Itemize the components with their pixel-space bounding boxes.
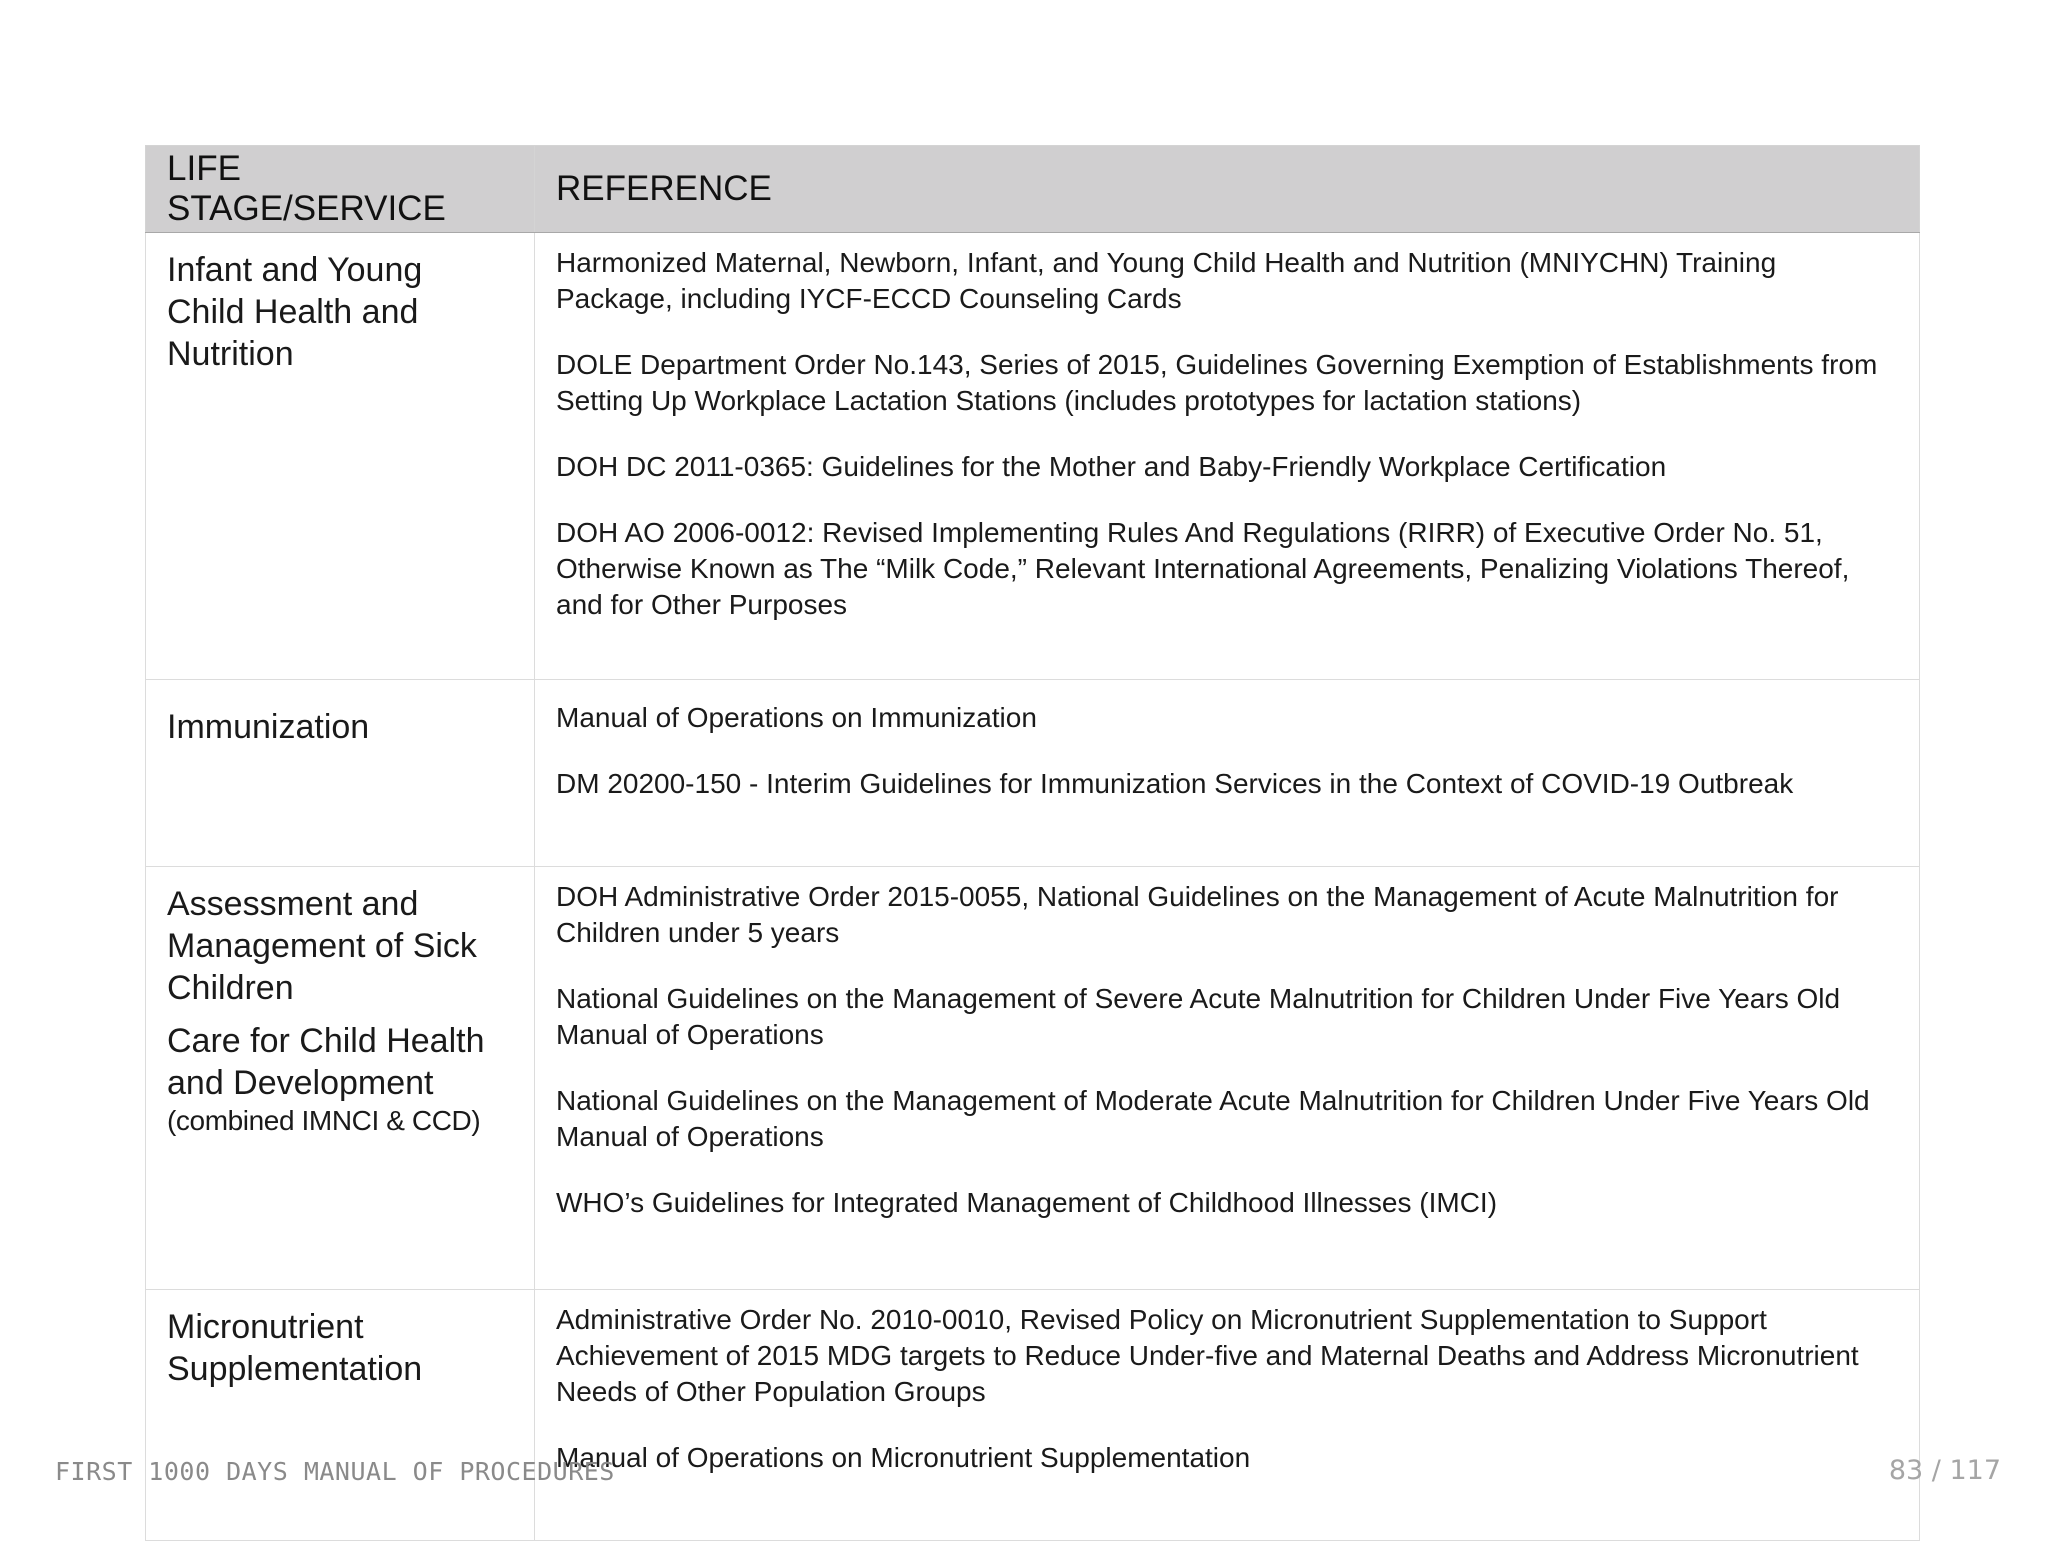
table-row <box>146 233 1920 680</box>
reference-cell <box>535 867 1920 1290</box>
life-stage-note: (combined IMNCI & CCD) <box>167 1105 481 1136</box>
life-stage-text: Children <box>167 969 294 1007</box>
life-stage-text: Supplementation <box>167 1350 423 1388</box>
reference-cell <box>535 1290 1920 1541</box>
reference-item: DOH AO 2006-0012: Revised Implementing Rules And Regulations (RIRR) of Executive Order No. 51, Otherwise Known as The “Milk Code,” Relevant International Agreements, Penalizing Violations Thereof, and for Other Purposes <box>556 517 1850 620</box>
reference-table <box>145 145 1920 1541</box>
footer-document-title: FIRST 1000 DAYS MANUAL OF PROCEDURES <box>55 1457 615 1486</box>
table-header-row <box>146 146 1920 233</box>
life-stage-text: Care for Child Health <box>167 1022 485 1060</box>
reference-item: DM 20200-150 - Interim Guidelines for Immunization Services in the Context of COVID-19 Outbreak <box>556 768 1794 799</box>
reference-item: WHO’s Guidelines for Integrated Management of Childhood Illnesses (IMCI) <box>556 1187 1498 1218</box>
life-stage-cell <box>146 233 535 680</box>
life-stage-text: Nutrition <box>167 335 294 373</box>
page-number: 83 / 117 <box>1888 1455 2001 1486</box>
reference-item: DOH Administrative Order 2015-0055, National Guidelines on the Management of Acute Malnutrition for Children under 5 years <box>556 881 1839 948</box>
reference-cell <box>535 233 1920 680</box>
life-stage-cell <box>146 680 535 867</box>
life-stage-text: and Development <box>167 1064 434 1102</box>
reference-item: National Guidelines on the Management of Moderate Acute Malnutrition for Children Under Five Years Old Manual of Operations <box>556 1085 1870 1152</box>
table-row <box>146 680 1920 867</box>
life-stage-cell <box>146 867 535 1290</box>
reference-item: Manual of Operations on Micronutrient Supplementation <box>556 1442 1251 1473</box>
life-stage-text: Immunization <box>167 708 370 746</box>
reference-item: DOLE Department Order No.143, Series of 2015, Guidelines Governing Exemption of Establishments from Setting Up Workplace Lactation Stations (includes prototypes for lactation stations) <box>556 349 1878 416</box>
table-row <box>146 1290 1920 1541</box>
life-stage-text: Infant and Young <box>167 251 423 289</box>
column-header-reference: REFERENCE <box>535 146 1920 233</box>
life-stage-text: Assessment and <box>167 885 419 923</box>
life-stage-text: Micronutrient <box>167 1308 364 1346</box>
reference-item: National Guidelines on the Management of Severe Acute Malnutrition for Children Under Five Years Old Manual of Operations <box>556 983 1841 1050</box>
reference-item: Administrative Order No. 2010-0010, Revised Policy on Micronutrient Supplementation to Support Achievement of 2015 MDG targets to Reduce Under-five and Maternal Deaths and Address Micronutrient Needs of Other Population Groups <box>556 1304 1859 1407</box>
column-header-life-stage: LIFE STAGE/SERVICE <box>146 146 535 233</box>
life-stage-cell <box>146 1290 535 1541</box>
reference-item: Manual of Operations on Immunization <box>556 702 1037 733</box>
reference-item: Harmonized Maternal, Newborn, Infant, and Young Child Health and Nutrition (MNIYCHN) Training Package, including IYCF-ECCD Counseling Cards <box>556 247 1777 314</box>
table-row <box>146 867 1920 1290</box>
life-stage-text: Management of Sick <box>167 927 477 965</box>
reference-cell <box>535 680 1920 867</box>
reference-item: DOH DC 2011-0365: Guidelines for the Mother and Baby-Friendly Workplace Certification <box>556 451 1667 482</box>
life-stage-text: Child Health and <box>167 293 419 331</box>
